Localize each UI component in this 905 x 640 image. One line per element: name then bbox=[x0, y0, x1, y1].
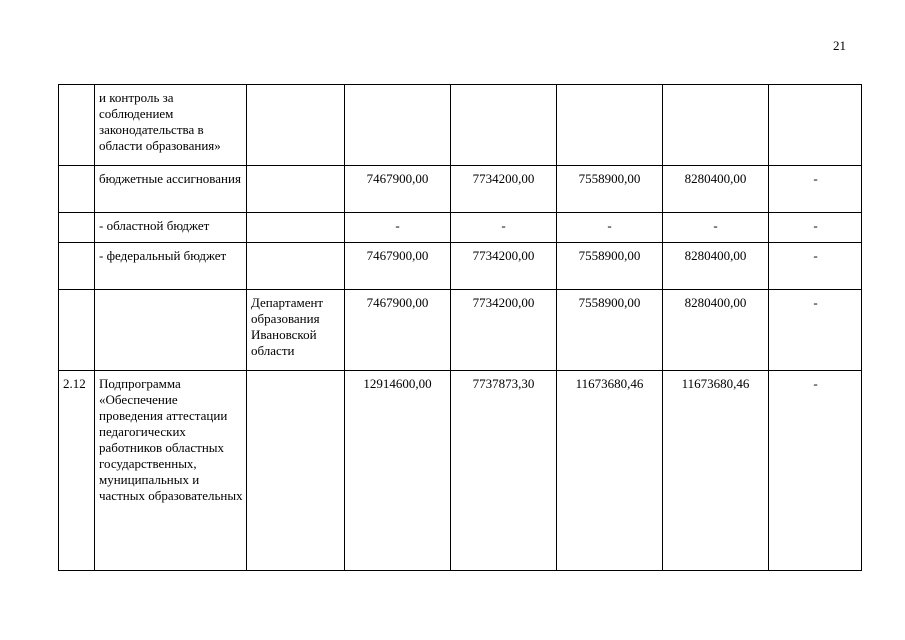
row-name-cell: Подпрограмма «Обеспечение проведения аттестации педагогических работников областных государственных, муниципальных и частных образовательных bbox=[95, 371, 247, 571]
row-executor-cell bbox=[247, 166, 345, 213]
row-index-cell bbox=[59, 290, 95, 371]
value-cell-1 bbox=[345, 85, 451, 166]
row-name-cell: бюджетные ассигнования bbox=[95, 166, 247, 213]
value-cell-4: 8280400,00 bbox=[663, 243, 769, 290]
value-cell-3: 11673680,46 bbox=[557, 371, 663, 571]
table-row bbox=[59, 166, 862, 213]
value-cell-3: - bbox=[557, 213, 663, 243]
row-name-cell: и контроль за соблюдением законодательства в области образования» bbox=[95, 85, 247, 166]
value-cell-3: 7558900,00 bbox=[557, 290, 663, 371]
value-cell-3: 7558900,00 bbox=[557, 243, 663, 290]
value-cell-5: - bbox=[769, 290, 862, 371]
page-number: 21 bbox=[833, 38, 846, 53]
value-cell-4: 8280400,00 bbox=[663, 166, 769, 213]
row-name-cell: - областной бюджет bbox=[95, 213, 247, 243]
value-cell-4: - bbox=[663, 213, 769, 243]
value-cell-1: 7467900,00 bbox=[345, 166, 451, 213]
value-cell-2: 7734200,00 bbox=[451, 166, 557, 213]
table-row bbox=[59, 213, 862, 243]
row-executor-cell bbox=[247, 243, 345, 290]
value-cell-3: 7558900,00 bbox=[557, 166, 663, 213]
value-cell-5: - bbox=[769, 166, 862, 213]
value-cell-1: 7467900,00 bbox=[345, 290, 451, 371]
table-row bbox=[59, 85, 862, 166]
value-cell-1: 7467900,00 bbox=[345, 243, 451, 290]
value-cell-1: 12914600,00 bbox=[345, 371, 451, 571]
row-name-cell: - федеральный бюджет bbox=[95, 243, 247, 290]
value-cell-3 bbox=[557, 85, 663, 166]
value-cell-5: - bbox=[769, 371, 862, 571]
value-cell-5: - bbox=[769, 243, 862, 290]
row-executor-cell bbox=[247, 85, 345, 166]
value-cell-2 bbox=[451, 85, 557, 166]
row-executor-cell bbox=[247, 371, 345, 571]
value-cell-2: - bbox=[451, 213, 557, 243]
table-row bbox=[59, 371, 862, 571]
row-index-cell bbox=[59, 166, 95, 213]
budget-table bbox=[58, 84, 862, 571]
row-name-cell bbox=[95, 290, 247, 371]
value-cell-5: - bbox=[769, 213, 862, 243]
value-cell-2: 7734200,00 bbox=[451, 290, 557, 371]
value-cell-2: 7737873,30 bbox=[451, 371, 557, 571]
table-row bbox=[59, 290, 862, 371]
value-cell-4 bbox=[663, 85, 769, 166]
value-cell-2: 7734200,00 bbox=[451, 243, 557, 290]
value-cell-1: - bbox=[345, 213, 451, 243]
value-cell-4: 8280400,00 bbox=[663, 290, 769, 371]
row-executor-cell: Департамент образования Ивановской области bbox=[247, 290, 345, 371]
row-executor-cell bbox=[247, 213, 345, 243]
value-cell-5 bbox=[769, 85, 862, 166]
row-index-cell bbox=[59, 243, 95, 290]
table-row bbox=[59, 243, 862, 290]
row-index-cell: 2.12 bbox=[59, 371, 95, 571]
row-index-cell bbox=[59, 213, 95, 243]
value-cell-4: 11673680,46 bbox=[663, 371, 769, 571]
row-index-cell bbox=[59, 85, 95, 166]
